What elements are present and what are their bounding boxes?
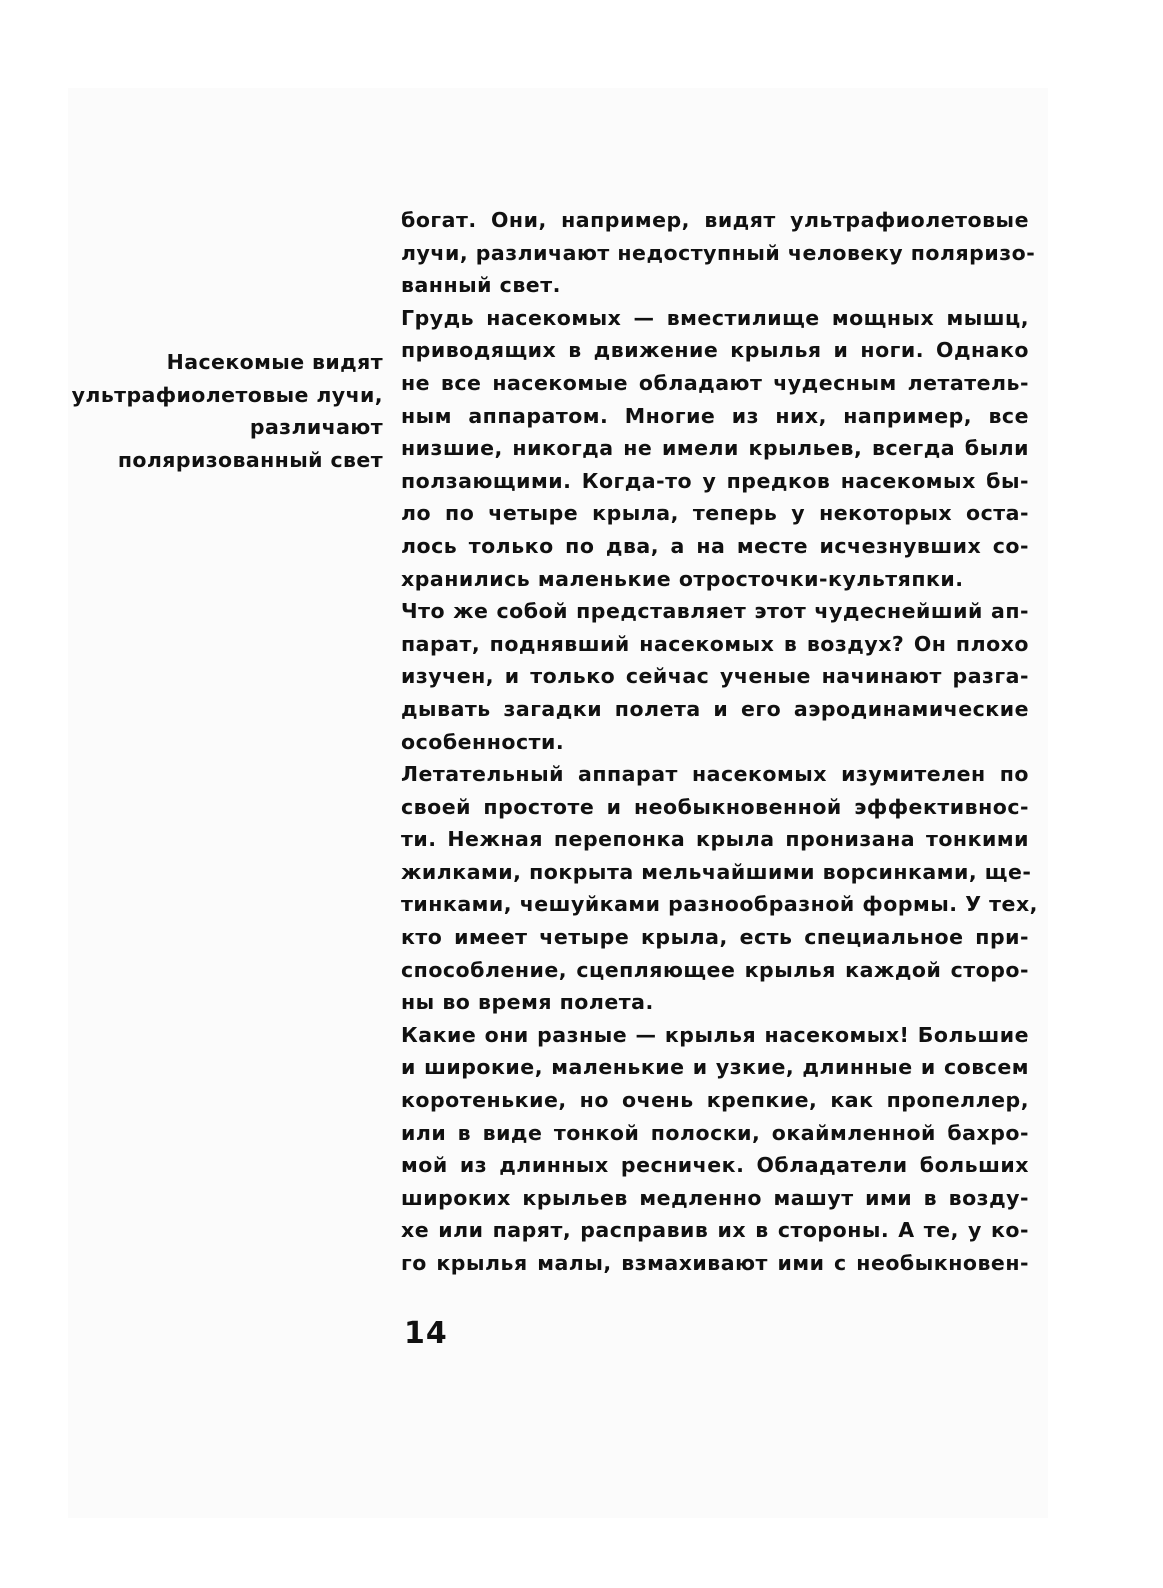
text-line: Грудь насекомых — вместилище мощных мышц, (401, 305, 1029, 330)
text-line: или в виде тонкой полоски, окаймленной бахро- (401, 1120, 1029, 1145)
text-line: ны во время полета. (401, 990, 654, 1015)
text-line: мой из длинных ресничек. Обладатели больших (401, 1153, 1029, 1178)
text-line: лось только по два, а на месте исчезнувших со- (401, 533, 1029, 558)
text-line: хранились маленькие отросточки-культяпки. (401, 566, 964, 591)
margin-note-line: Насекомые видят (166, 350, 383, 374)
text-line: своей простоте и необыкновенной эффективнос- (401, 794, 1029, 819)
text-line: Что же собой представляет этот чудеснейший ап- (401, 599, 1029, 624)
text-line: тинками, чешуйками разнообразной формы. У тех, (401, 892, 1038, 917)
text-line: го крылья малы, взмахивают ими с необыкновен- (401, 1251, 1029, 1275)
page-number: 14 (404, 1316, 448, 1351)
margin-note (23, 346, 383, 476)
text-line: парат, поднявший насекомых в воздух? Он плохо (401, 631, 1029, 656)
text-line: не все насекомые обладают чудесным летатель- (401, 370, 1029, 395)
text-line: Летательный аппарат насекомых изумителен по (401, 762, 1029, 787)
text-line: лучи, различают недоступный человеку поляризо- (401, 240, 1036, 265)
margin-note-line: ультрафиолетовые лучи, (71, 382, 383, 407)
text-line: дывать загадки полета и его аэродинамические (401, 696, 1029, 721)
text-line: изучен, и только сейчас ученые начинают разга- (401, 664, 1029, 689)
text-line: приводящих в движение крылья и ноги. Однако (401, 338, 1029, 363)
text-line: ло по четыре крыла, теперь у некоторых оста- (401, 501, 1029, 526)
text-line: кто имеет четыре крыла, есть специальное при- (401, 925, 1029, 950)
text-line: и широкие, маленькие и узкие, длинные и совсем (401, 1055, 1029, 1080)
body-text (401, 204, 1038, 1280)
margin-note-line: поляризованный свет (117, 447, 383, 472)
margin-note-line: различают (249, 415, 383, 439)
text-line: широких крыльев медленно машут ими в возду- (401, 1185, 1029, 1210)
text-line: способление, сцепляющее крылья каждой сторо- (401, 957, 1029, 982)
text-line: жилками, покрыта мельчайшими ворсинками, ще- (401, 859, 1032, 884)
text-line: ванный свет. (401, 273, 561, 298)
text-line: особенности. (401, 729, 565, 754)
text-line: богат. Они, например, видят ультрафиолетовые (401, 208, 1029, 232)
text-line: коротенькие, но очень крепкие, как пропеллер, (401, 1088, 1029, 1113)
text-line: Какие они разные — крылья насекомых! Большие (401, 1022, 1029, 1047)
text-line: ти. Нежная перепонка крыла пронизана тонкими (401, 827, 1029, 852)
text-line: ползающими. Когда-то у предков насекомых бы- (401, 468, 1029, 493)
text-line: низшие, никогда не имели крыльев, всегда были (401, 436, 1029, 461)
text-line: хе или парят, расправив их в стороны. А те, у ко- (401, 1218, 1029, 1243)
text-line: ным аппаратом. Многие из них, например, все (401, 403, 1029, 428)
